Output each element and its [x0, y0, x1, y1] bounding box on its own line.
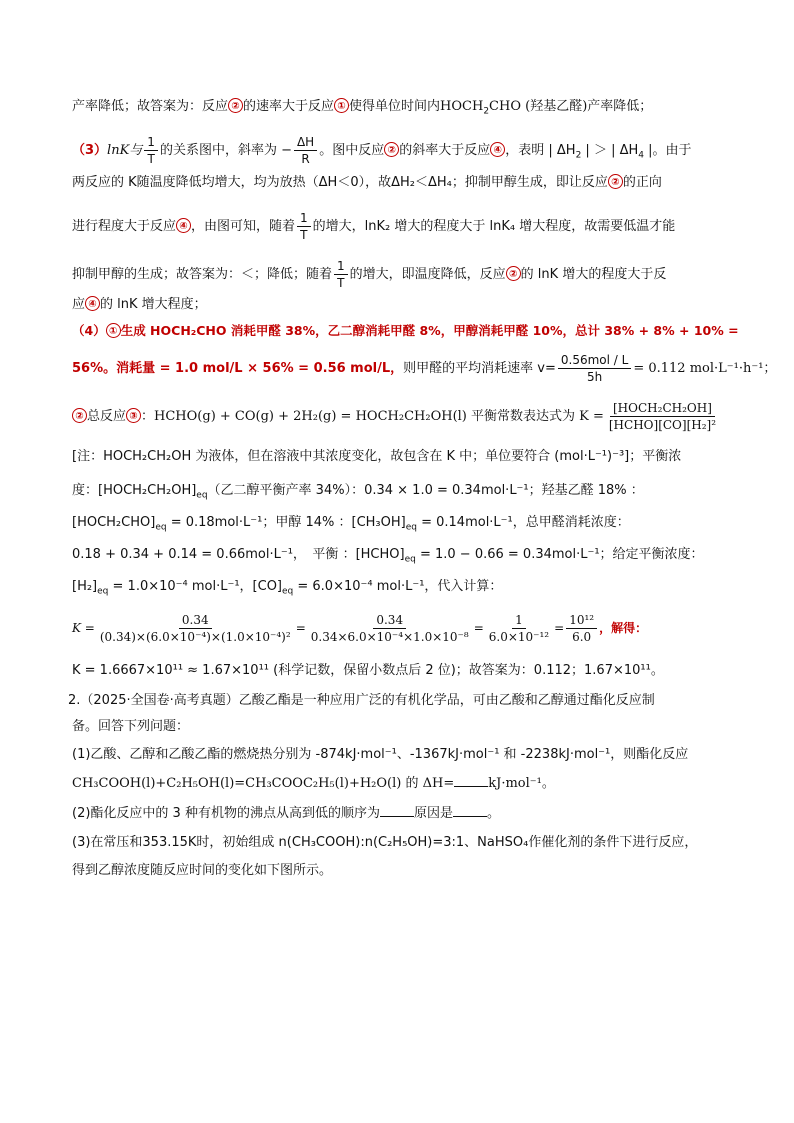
fraction [486, 612, 552, 645]
fraction-denominator: 0.34×6.0×10⁻⁴×1.0×10⁻⁸ [310, 630, 469, 644]
text-span: CHO (羟基乙醛)产率降低； [489, 99, 653, 114]
text-span: 得到乙醇浓度随反应时间的变化如下图所示。 [72, 863, 333, 878]
fraction-denominator: R [301, 152, 310, 166]
text-span: = 0.18mol·L⁻¹；甲醇 14% ：[CH₃OH] [166, 515, 406, 530]
text-line [72, 862, 332, 880]
answer-blank[interactable] [454, 774, 488, 787]
circled-number-2: ② [384, 142, 399, 157]
text-span: 的 lnK 增大程度； [100, 297, 207, 312]
fraction [566, 612, 597, 645]
text-span: 则甲醛的平均消耗速率 v= [403, 361, 556, 376]
text-span: (2)酯化反应中的 3 种有机物的沸点从高到低的顺序为 [72, 806, 380, 821]
circled-number-4: ④ [490, 142, 505, 157]
text-line [72, 296, 207, 314]
text-span: CH₃COOH(l)+C₂H₅OH(l)=CH₃COOC₂H₅(l)+H₂O(l) 的 ΔH= [72, 776, 455, 791]
fraction-denominator: 6.0 [572, 630, 592, 644]
fraction-numerator: 1 [144, 134, 158, 151]
circled-number-2: ② [228, 98, 243, 113]
text-line [72, 774, 555, 793]
section-number: （4） [72, 323, 106, 338]
text-span: = 1.0 − 0.66 = 0.34mol·L⁻¹；给定平衡浓度： [415, 547, 704, 562]
text-span: 0.18 + 0.34 + 0.14 = 0.66mol·L⁻¹， 平衡 ：[HCHO] [72, 547, 405, 562]
text-span: 原因是 [413, 806, 453, 821]
circled-number-4: ④ [176, 218, 191, 233]
text-span: 使得单位时间内HOCH [349, 99, 484, 114]
fraction [97, 612, 294, 645]
subscript: eq [196, 490, 208, 501]
fraction-numerator: 1 [297, 210, 311, 227]
text-span: 的增大，lnK₂ 增大的程度大于 lnK₄ 增大程度，故需要低温才能 [312, 219, 676, 234]
text-span: [注：HOCH₂CH₂OH 为液体，但在溶液中其浓度变化，故包含在 K 中；单位要符合 (mol·L⁻¹)⁻³]；平衡浓 [72, 449, 682, 464]
subscript: eq [282, 586, 294, 597]
text-span: kJ·mol⁻¹。 [488, 776, 555, 791]
fraction [294, 134, 317, 167]
answer-blank[interactable] [380, 804, 414, 817]
text-span: 度：[HOCH₂CH₂OH] [72, 483, 197, 498]
text-span: = [554, 621, 565, 635]
text-span: 的增大，即温度降低，反应 [349, 267, 506, 282]
text-line [72, 352, 776, 385]
text-span: 应 [72, 297, 86, 312]
text-span: (1)乙酸、乙醇和乙酸乙酯的燃烧热分别为 -874kJ·mol⁻¹、-1367kJ·mol⁻¹ 和 -2238kJ·mol⁻¹，则酯化反应 [72, 747, 689, 762]
text-line [72, 322, 739, 340]
equation-line [72, 612, 647, 645]
text-span: ，解得： [599, 621, 648, 635]
fraction-numerator: 0.34 [373, 612, 406, 629]
fraction-denominator: T [147, 152, 155, 166]
answer-blank[interactable] [453, 804, 487, 817]
text-span: = 0.112 mol·L⁻¹·h⁻¹； [633, 361, 777, 376]
text-span: | ＞ | ΔH [581, 143, 639, 158]
fraction-denominator: 5h [586, 370, 603, 384]
fraction [297, 210, 311, 243]
text-span: = [295, 621, 306, 635]
fraction-numerator: 0.56mol / L [558, 352, 631, 369]
text-span: 的速率大于反应 [243, 99, 335, 114]
text-line [72, 746, 688, 764]
circled-number-2: ② [506, 266, 521, 281]
text-span: 2.（2025·全国卷·高考真题）乙酸乙酯是一种应用广泛的有机化学品，可由乙酸和乙醇通过酯化反应制 [68, 693, 655, 708]
text-span: ，由图可知，随着 [191, 219, 296, 234]
text-span: K = 1.6667×10¹¹ ≈ 1.67×10¹¹ (科学记数，保留小数点后 2 位)；故答案为：0.112；1.67×10¹¹。 [72, 663, 664, 678]
fraction-numerator: 0.34 [179, 612, 212, 629]
text-line [72, 210, 675, 243]
fraction-numerator: 1 [512, 612, 526, 629]
circled-number-3: ③ [126, 408, 141, 423]
text-span: = [473, 621, 484, 635]
text-span: 的斜率大于反应 [399, 143, 491, 158]
text-line [72, 258, 666, 291]
text-span: 的正向 [622, 175, 662, 190]
fraction-denominator: (0.34)×(6.0×10⁻⁴)×(1.0×10⁻⁴)² [99, 630, 291, 644]
fraction-numerator: [HOCH₂CH₂OH] [610, 400, 715, 417]
text-span: 56%。消耗量 = 1.0 mol/L × 56% = 0.56 mol/L， [72, 361, 404, 376]
fraction [558, 352, 631, 385]
fraction-denominator: 6.0×10⁻¹² [488, 630, 550, 644]
fraction-numerator: ΔH [294, 134, 317, 151]
text-line [72, 514, 630, 537]
text-span: 产率降低；故答案为：反应 [72, 99, 229, 114]
fraction-numerator: 10¹² [566, 612, 597, 629]
subscript: 4 [638, 150, 644, 161]
text-span: = 1.0×10⁻⁴ mol·L⁻¹，[CO] [108, 579, 282, 594]
text-span: 的关系图中，斜率为 − [159, 143, 292, 158]
circled-number-1: ① [106, 323, 121, 338]
subscript: eq [405, 522, 417, 533]
subscript: 2 [575, 150, 582, 161]
text-span: 抑制甲醇的生成；故答案为：＜；降低；随着 [72, 267, 333, 282]
circled-number-2: ② [608, 174, 623, 189]
text-line [72, 482, 644, 505]
question-heading [68, 692, 655, 710]
text-span: = 0.14mol·L⁻¹，总甲醛消耗浓度： [416, 515, 630, 530]
fraction [606, 400, 719, 433]
section-number: （3） [72, 143, 108, 158]
text-line [72, 98, 652, 121]
text-span: ：HCHO(g) + CO(g) + 2H₂(g) = HOCH₂CH₂OH(l) 平衡常数表达式为 K = [141, 409, 604, 424]
circled-number-2: ② [72, 408, 87, 423]
fraction [308, 612, 472, 645]
text-span: [HOCH₂CHO] [72, 515, 156, 530]
text-span: K = [72, 621, 95, 635]
subscript: eq [155, 522, 167, 533]
text-line [72, 662, 664, 680]
text-line [72, 578, 502, 601]
subscript: eq [404, 554, 416, 565]
text-span: ，表明 | ΔH [505, 143, 576, 158]
text-span: |。由于 [644, 143, 692, 158]
text-line [72, 448, 681, 466]
text-span: (3)在常压和353.15K时，初始组成 n(CH₃COOH):n(C₂H₅OH)=3:1、NaHSO₄作催化剂的条件下进行反应， [72, 835, 698, 850]
text-line [72, 174, 662, 192]
text-line [72, 834, 697, 852]
text-span: （乙二醇平衡产率 34%）：0.34 × 1.0 = 0.34mol·L⁻¹；羟基乙醛 18% ： [207, 483, 644, 498]
text-span: 。 [486, 806, 500, 821]
fraction [334, 258, 348, 291]
subscript: eq [97, 586, 109, 597]
fraction-denominator: T [337, 276, 345, 290]
text-span: 备。回答下列问题： [72, 719, 190, 734]
fraction-denominator: [HCHO][CO][H₂]² [608, 418, 717, 432]
text-span: 两反应的 K随温度降低均增大，均为放热（ΔH＜0），故ΔH₂＜ΔH₄；抑制甲醇生成，即让反应 [72, 175, 608, 190]
subscript: 2 [483, 106, 490, 117]
text-line [72, 546, 704, 569]
text-span: lnK与 [107, 143, 143, 158]
text-span: 进行程度大于反应 [72, 219, 177, 234]
text-line [72, 718, 189, 736]
fraction-denominator: T [300, 228, 308, 242]
text-line [72, 804, 500, 823]
circled-number-4: ④ [85, 296, 100, 311]
text-line [72, 400, 721, 433]
text-span: 总反应 [87, 409, 127, 424]
circled-number-1: ① [334, 98, 349, 113]
text-span: 生成 HOCH₂CHO 消耗甲醛 38%，乙二醇消耗甲醛 8%，甲醇消耗甲醛 10%，总计 38% + 8% + 10% = [120, 323, 739, 338]
text-line [72, 134, 692, 167]
text-span: [H₂] [72, 579, 98, 594]
fraction-numerator: 1 [334, 258, 348, 275]
text-span: = 6.0×10⁻⁴ mol·L⁻¹，代入计算： [293, 579, 503, 594]
text-span: 。图中反应 [319, 143, 385, 158]
text-span: 的 lnK 增大的程度大于反 [520, 267, 667, 282]
fraction [144, 134, 158, 167]
